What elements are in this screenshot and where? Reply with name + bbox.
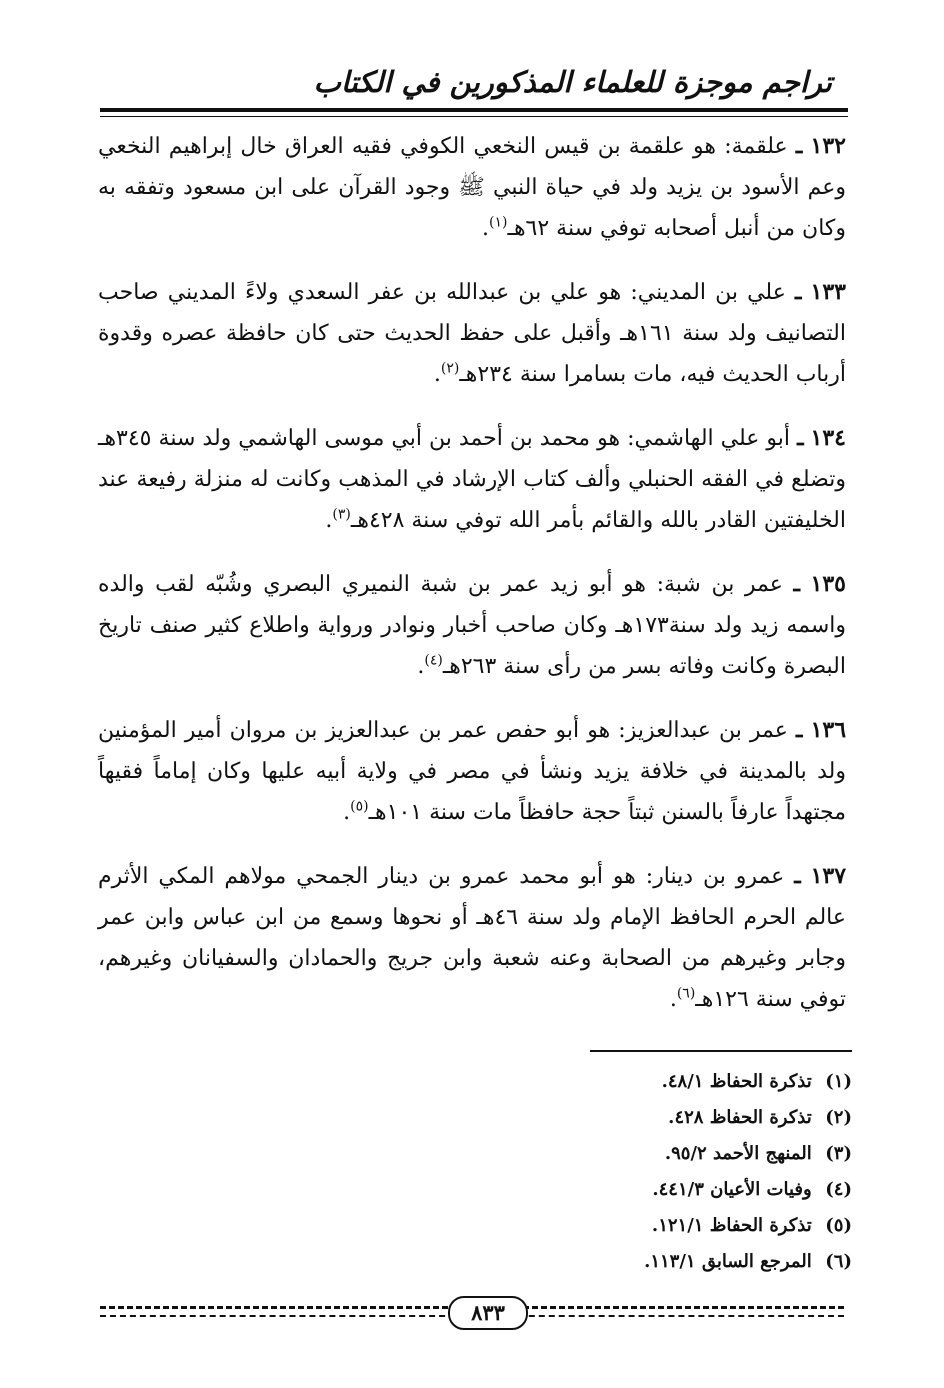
biography-entry: ١٣٥ ـ عمر بن شبة: هو أبو زيد عمر بن شبة النميري البصري وشُبّه لقب والده واسمه زيد ولد سنة١٧٣هـ وكان صاحب أخبار ونوادر ورواية واطلاع كثير صنف تاريخ البصرة وكانت وفاته بسر من رأى سنة ٢٦٣هـ$^{(٤)}$.	[98, 571, 847, 679]
page-footer	[100, 1296, 844, 1328]
entry-number: ١٣٤	[810, 425, 846, 451]
footnote-text: تذكرة الحفاظ ١٢١/١.	[651, 1215, 812, 1236]
entry-name: عمر بن عبدالعزيز	[625, 718, 788, 743]
footnote-item	[492, 1100, 852, 1136]
footnote-text: تذكرة الحفاظ ٤٢٨.	[668, 1107, 812, 1128]
biography-entry: ١٣٧ ـ عمرو بن دينار: هو أبو محمد عمرو بن دينار الجمحي مولاهم المكي الأثرم عالم الحرم الحافظ الإمام ولد سنة ٤٦هـ أو نحوها وسمع من ابن عباس وابن عمر وجابر وغيرهم من الصحابة وعنه شعبة وابن جريج والحمادان والسفيانان وغيرهم، توفي سنة ١٢٦هـ$^{(٦)}$.	[98, 863, 847, 1012]
running-header-title: تراجم موجزة للعلماء المذكورين في الكتاب	[313, 65, 832, 99]
entry-name: علي بن المديني	[637, 280, 786, 305]
biography-entry: ١٣٢ ـ علقمة: هو علقمة بن قيس النخعي الكوفي فقيه العراق خال إبراهيم النخعي وعم الأسود بن يزيد ولد في حياة النبي ﷺ وجود القرآن على ابن مسعود وتفقه به وكان من أنبل أصحابه توفي سنة ٦٢هـ$^{(١)}$.	[98, 133, 846, 241]
biography-entry: ١٣٣ ـ علي بن المديني: هو علي بن عبدالله بن عفر السعدي ولاءً المديني صاحب التصانيف ولد سنة ١٦١هـ وأقبل على حفظ الحديث حتى كان حافظة عصره وقدوة أرباب الحديث فيه، مات بسامرا سنة ٢٣٤هـ$^{(٢)}$.	[98, 279, 846, 387]
footnote-item	[492, 1136, 852, 1172]
footnote-reference: (٥)	[350, 798, 369, 815]
entry-name: عمر بن شبة	[664, 572, 783, 597]
footnote-number: (٣)	[825, 1143, 852, 1164]
biography-entry: ١٣٤ ـ أبو علي الهاشمي: هو محمد بن أحمد بن أبي موسى الهاشمي ولد سنة ٣٤٥هـ وتضلع في الفقه الحنبلي وألف كتاب الإرشاد في المذهب وكانت له منزلة رفيعة عند الخليفتين القادر بالله والقائم بأمر الله توفي سنة ٤٢٨هـ$^{(٣)}$.	[98, 425, 846, 533]
entry-dash: ـ	[793, 571, 800, 597]
biography-entry: ١٣٦ ـ عمر بن عبدالعزيز: هو أبو حفص عمر بن عبدالعزيز بن مروان أمير المؤمنين ولد بالمدينة في خلافة يزيد ونشأ في مصر في ولاية أبيه عليها وكان إماماً فقيهاً مجتهداً عارفاً بالسنن ثبتاً حجة حافظاً مات سنة ١٠١هـ$^{(٥)}$.	[98, 717, 847, 825]
footnote-reference: (٤)	[424, 652, 443, 669]
footnote-number: (٤)	[825, 1179, 852, 1200]
footnote-item	[492, 1208, 852, 1244]
footnote-number: (٢)	[825, 1107, 852, 1128]
entry-name: عمرو بن دينار	[653, 864, 785, 889]
footnote-item	[492, 1172, 852, 1208]
page-number: ٨٣٣	[448, 1296, 528, 1330]
footnote-reference: (٦)	[676, 985, 696, 1002]
footnote-number: (٥)	[825, 1215, 852, 1236]
entry-text: : هو محمد بن أحمد بن أبي موسى الهاشمي ولد سنة ٣٤٥هـ وتضلع في الفقه الحنبلي وألف كتاب الإرشاد في المذهب وكانت له منزلة رفيعة عند الخليفتين القادر بالله والقائم بأمر الله توفي سنة ٤٢٨هـ	[98, 426, 846, 533]
footnote-item	[492, 1244, 852, 1280]
entry-name: أبو علي الهاشمي	[634, 426, 791, 451]
entry-dash: ـ	[794, 279, 802, 305]
entry-dash: ـ	[797, 425, 804, 451]
entry-text: : هو أبو حفص عمر بن عبدالعزيز بن مروان أمير المؤمنين ولد بالمدينة في خلافة يزيد ونشأ في مصر في ولاية أبيه عليها وكان إماماً فقيهاً مجتهداً عارفاً بالسنن ثبتاً حجة حافظاً مات سنة ١٠١هـ	[98, 718, 846, 825]
entry-name: علقمة	[731, 134, 788, 159]
entry-text: : هو علقمة بن قيس النخعي الكوفي فقيه العراق خال إبراهيم النخعي وعم الأسود بن يزيد ولد في حياة النبي ﷺ وجود القرآن على ابن مسعود وتفقه به وكان من أنبل أصحابه توفي سنة ٦٢هـ	[98, 134, 846, 241]
entry-text: : هو علي بن عبدالله بن عفر السعدي ولاءً المديني صاحب التصانيف ولد سنة ١٦١هـ وأقبل على حفظ الحديث حتى كان حافظة عصره وقدوة أرباب الحديث فيه، مات بسامرا سنة ٢٣٤هـ	[98, 280, 846, 387]
footnote-text: وفيات الأعيان ٤٤١/٣.	[652, 1179, 812, 1200]
entry-number: ١٣٢	[810, 133, 846, 159]
footnote-number: (١)	[825, 1071, 852, 1092]
entry-number: ١٣٣	[810, 279, 846, 305]
entry-number: ١٣٦	[810, 717, 847, 743]
footnote-text: المرجع السابق ١١٣/١.	[644, 1251, 812, 1272]
entry-number: ١٣٧	[810, 863, 847, 889]
entry-text: : هو أبو زيد عمر بن شبة النميري البصري وشُبّه لقب والده واسمه زيد ولد سنة١٧٣هـ وكان صاحب أخبار ونوادر ورواية واطلاع كثير صنف تاريخ البصرة وكانت وفاته بسر من رأى سنة ٢٦٣هـ	[98, 572, 847, 679]
header-rule-thick	[100, 108, 848, 112]
footnote-reference: (٣)	[332, 506, 351, 523]
footnote-reference: (٢)	[440, 360, 460, 377]
entry-number: ١٣٥	[810, 571, 846, 597]
footnote-item	[492, 1064, 852, 1100]
entry-dash: ـ	[794, 863, 801, 889]
footnote-text: المنهج الأحمد ٩٥/٢.	[664, 1143, 812, 1164]
entry-text: : هو أبو محمد عمرو بن دينار الجمحي مولاهم المكي الأثرم عالم الحرم الحافظ الإمام ولد سنة ٤٦هـ أو نحوها وسمع من ابن عباس وابن عمر وجابر وغيرهم من الصحابة وعنه شعبة وابن جريج والحمادان والسفيانان وغيرهم، توفي سنة ١٢٦هـ	[98, 864, 846, 1012]
entry-dash: ـ	[795, 133, 803, 159]
biography-entries	[98, 126, 846, 1043]
footnote-separator	[590, 1050, 852, 1052]
footnote-text: تذكرة الحفاظ ٤٨/١.	[661, 1071, 812, 1092]
entry-dash: ـ	[796, 717, 803, 743]
footnotes-list	[492, 1064, 852, 1280]
footnote-reference: (١)	[489, 214, 508, 231]
footnote-number: (٦)	[825, 1251, 852, 1272]
header-rule-thin	[100, 116, 848, 117]
